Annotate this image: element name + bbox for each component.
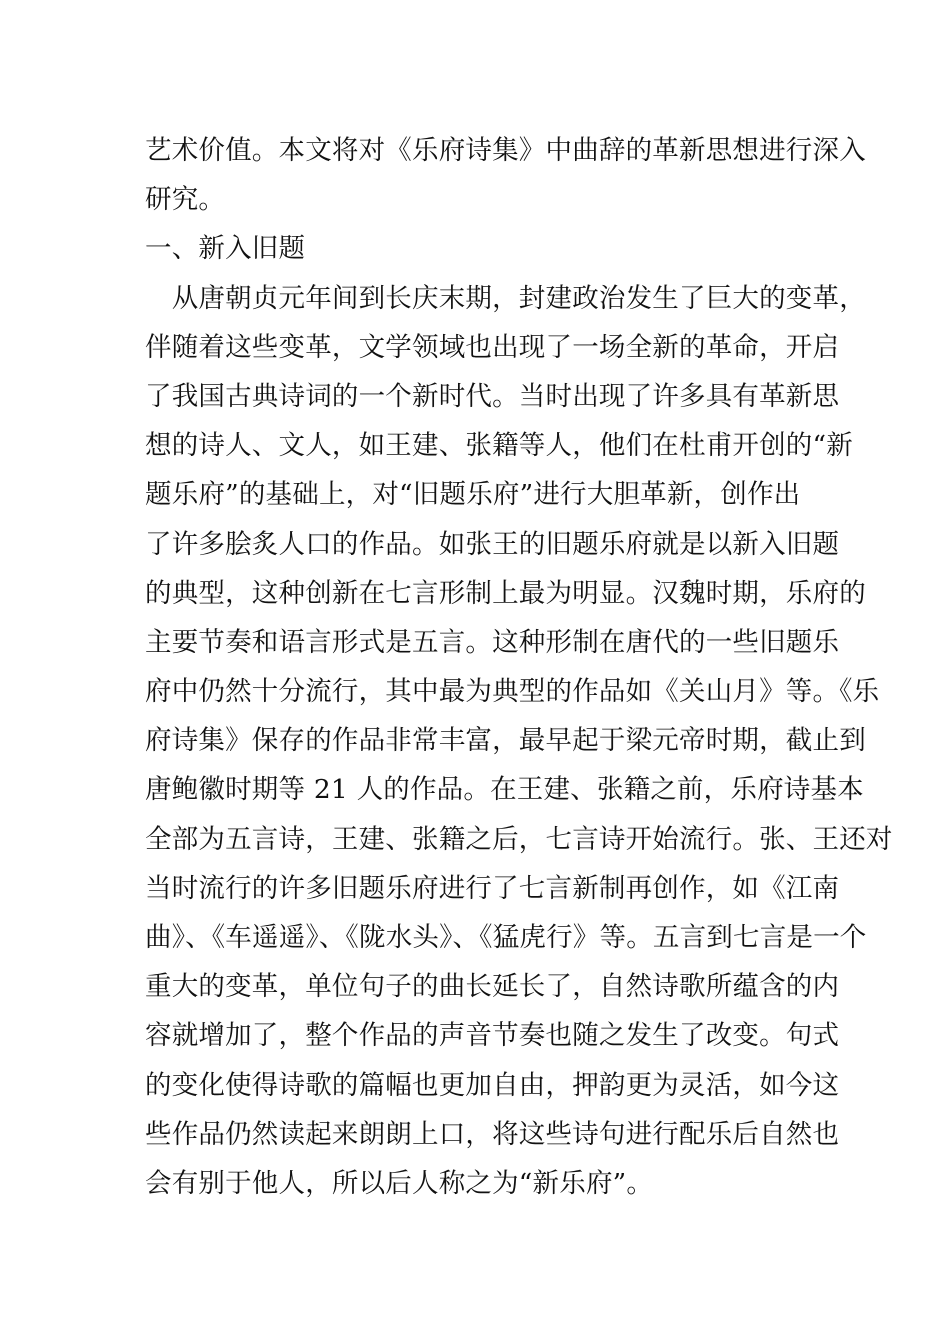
paragraph-line: 了许多脍炙人口的作品。如张王的旧题乐府就是以新入旧题 (145, 528, 840, 560)
paragraph-line: 会有别于他人，所以后人称之为“新乐府”。 (145, 1167, 654, 1199)
paragraph-line: 从唐朝贞元年间到长庆末期，封建政治发生了巨大的变革， (145, 282, 866, 314)
paragraph-line: 当时流行的许多旧题乐府进行了七言新制再创作，如《江南 (145, 872, 840, 904)
paragraph-line: 主要节奏和语言形式是五言。这种形制在唐代的一些旧题乐 (145, 626, 840, 658)
paragraph-line: 容就增加了，整个作品的声音节奏也随之发生了改变。句式 (145, 1020, 840, 1052)
paragraph-line: 的典型，这种创新在七言形制上最为明显。汉魏时期，乐府的 (145, 577, 866, 609)
paragraph-line: 些作品仍然读起来朗朗上口，将这些诗句进行配乐后自然也 (145, 1118, 840, 1150)
body-text (145, 126, 893, 1208)
paragraph-line: 的变化使得诗歌的篇幅也更加自由，押韵更为灵活，如今这 (145, 1069, 840, 1101)
paragraph-line: 曲》、《车遥遥》、《陇水头》、《猛虎行》等。五言到七言是一个 (145, 922, 867, 953)
intro-line: 艺术价值。本文将对《乐府诗集》中曲辞的革新思想进行深入 (145, 135, 866, 166)
paragraph-line: 了我国古典诗词的一个新时代。当时出现了许多具有革新思 (145, 380, 840, 412)
paragraph-line: 想的诗人、文人，如王建、张籍等人，他们在杜甫开创的“新 (145, 430, 853, 462)
section-heading: 一、新入旧题 (145, 233, 306, 265)
paragraph-line: 题乐府”的基础上，对“旧题乐府”进行大胆革新，创作出 (145, 479, 801, 511)
paragraph-line: 伴随着这些变革，文学领域也出现了一场全新的革命，开启 (145, 331, 840, 363)
paragraph-line: 府诗集》保存的作品非常丰富，最早起于梁元帝时期，截止到 (145, 725, 866, 757)
paragraph-line: 府中仍然十分流行，其中最为典型的作品如《关山月》等。《乐 (145, 676, 880, 708)
paragraph-line: 全部为五言诗，王建、张籍之后，七言诗开始流行。张、王还对 (145, 823, 893, 855)
paragraph-line: 重大的变革，单位句子的曲长延长了，自然诗歌所蕴含的内 (145, 971, 840, 1003)
paragraph-line: 唐鲍徽时期等 21 人的作品。在王建、张籍之前，乐府诗基本 (145, 774, 864, 806)
intro-line: 研究。 (145, 184, 226, 216)
